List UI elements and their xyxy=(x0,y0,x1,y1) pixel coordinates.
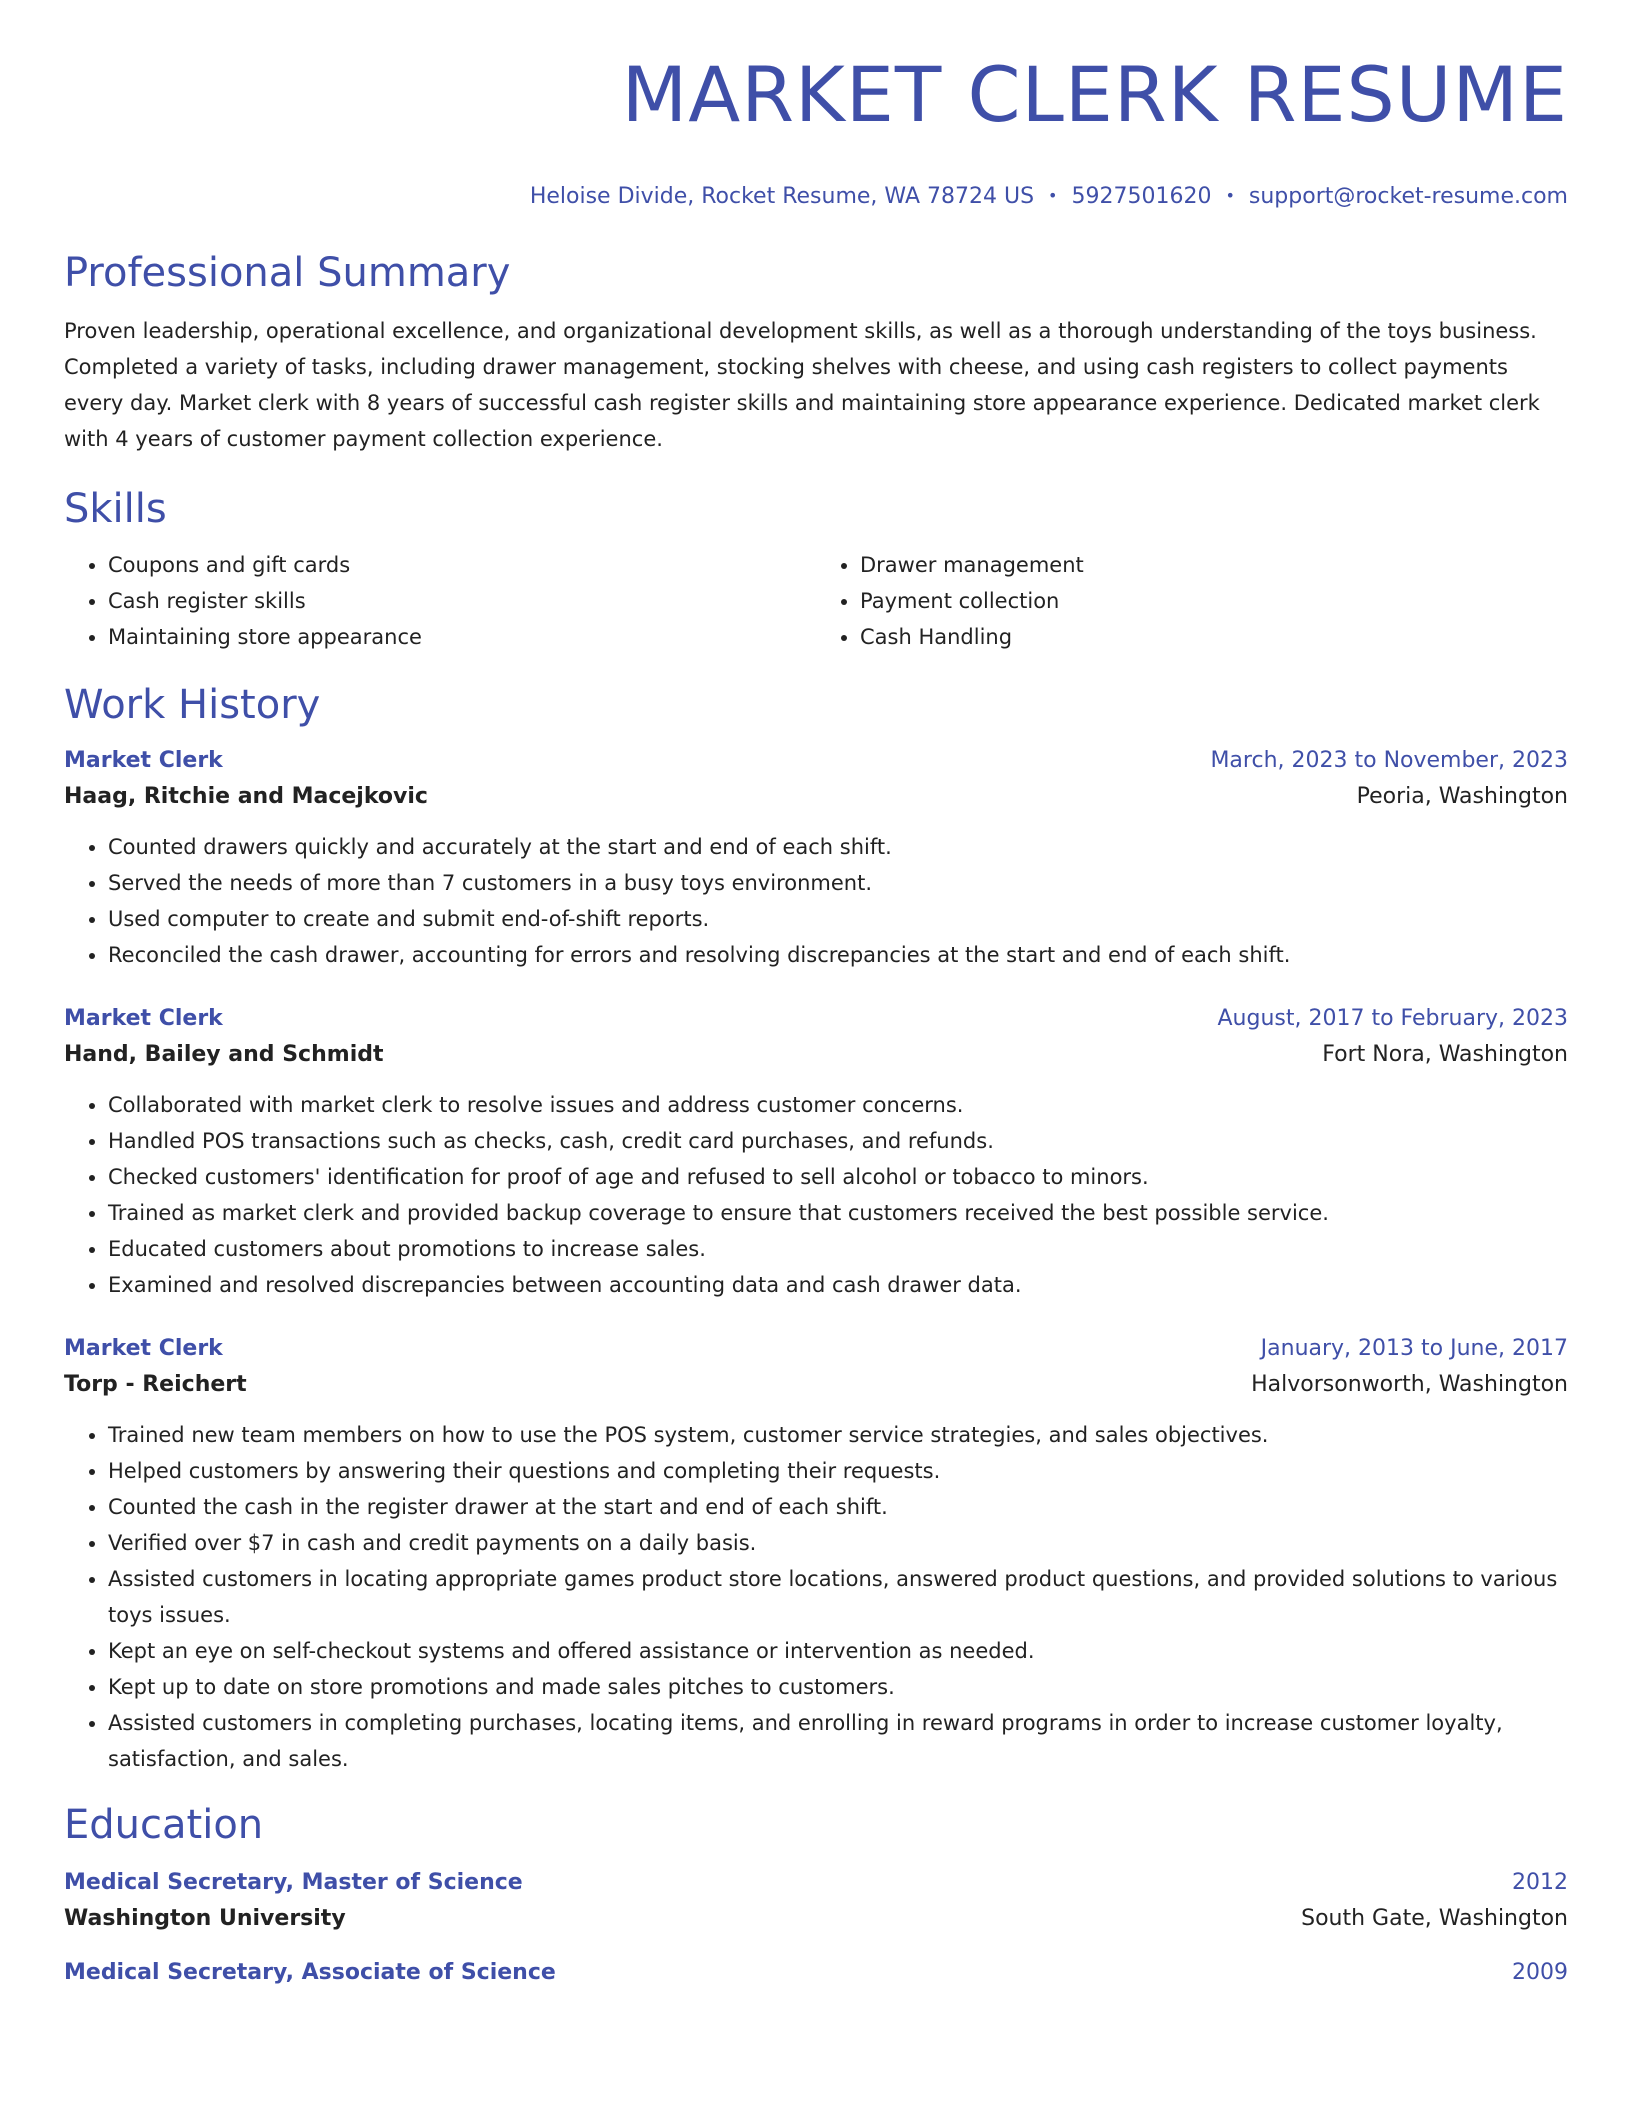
skills-column-right xyxy=(816,547,1568,655)
job-bullet: • Collaborated with market clerk to resolve issues and address customer concerns. xyxy=(108,1087,1568,1123)
contact-phone: 5927501620 xyxy=(1071,184,1212,209)
job-bullet: • Counted the cash in the register drawer at the start and end of each shift. xyxy=(108,1489,1568,1525)
education-year: 2012 xyxy=(1512,1870,1568,1895)
job-bullet: • Handled POS transactions such as checks, cash, credit card purchases, and refunds. xyxy=(108,1123,1568,1159)
education-location: South Gate, Washington xyxy=(1301,1906,1568,1931)
education-entry xyxy=(64,1957,1568,1989)
work-history-heading: Work History xyxy=(64,682,321,728)
job-bullet: • Checked customers' identification for proof of age and refused to sell alcohol or tobacco to minors. xyxy=(108,1159,1568,1195)
job-role: Market Clerk xyxy=(64,748,223,773)
education-entry xyxy=(64,1867,1568,1935)
skills-column-left xyxy=(64,547,816,655)
job-bullet: • Assisted customers in completing purchases, locating items, and enrolling in reward programs in order to increase customer loyalty, satisfaction, and sales. xyxy=(108,1705,1568,1777)
job-dates: March, 2023 to November, 2023 xyxy=(1210,748,1568,773)
skills-heading: Skills xyxy=(64,486,167,532)
job-bullet: • Counted drawers quickly and accurately at the start and end of each shift. xyxy=(108,829,1568,865)
job-location: Halvorsonworth, Washington xyxy=(1251,1372,1568,1397)
job-location: Peoria, Washington xyxy=(1356,784,1568,809)
education-year: 2009 xyxy=(1512,1960,1568,1985)
contact-line xyxy=(64,182,1568,211)
job-dates: January, 2013 to June, 2017 xyxy=(1260,1336,1568,1361)
skill-item: • Coupons and gift cards xyxy=(108,547,816,583)
job-bullet: • Kept up to date on store promotions and made sales pitches to customers. xyxy=(108,1669,1568,1705)
job-company: Hand, Bailey and Schmidt xyxy=(64,1042,384,1067)
job-bullet: • Verified over $7 in cash and credit payments on a daily basis. xyxy=(108,1525,1568,1561)
job-bullets xyxy=(64,1087,1568,1303)
job-bullets xyxy=(64,829,1568,973)
job-entry xyxy=(64,1333,1568,1777)
education-school: Washington University xyxy=(64,1906,346,1931)
job-bullet: • Trained as market clerk and provided backup coverage to ensure that customers received the best possible service. xyxy=(108,1195,1568,1231)
contact-email: support@rocket-resume.com xyxy=(1248,184,1568,209)
contact-separator: • xyxy=(1048,186,1058,205)
job-bullet: • Reconciled the cash drawer, accounting for errors and resolving discrepancies at the start and end of each shift. xyxy=(108,937,1568,973)
education-heading: Education xyxy=(64,1802,264,1848)
job-bullet: • Examined and resolved discrepancies between accounting data and cash drawer data. xyxy=(108,1267,1568,1303)
job-company: Torp - Reichert xyxy=(64,1372,247,1397)
skills-list xyxy=(64,547,1568,655)
job-bullet: • Used computer to create and submit end-of-shift reports. xyxy=(108,901,1568,937)
skill-item: • Payment collection xyxy=(860,583,1568,619)
skill-item: • Maintaining store appearance xyxy=(108,619,816,655)
job-bullet: • Helped customers by answering their questions and completing their requests. xyxy=(108,1453,1568,1489)
skill-item: • Cash Handling xyxy=(860,619,1568,655)
job-bullet: • Served the needs of more than 7 customers in a busy toys environment. xyxy=(108,865,1568,901)
job-location: Fort Nora, Washington xyxy=(1322,1042,1568,1067)
education-degree: Medical Secretary, Master of Science xyxy=(64,1870,523,1895)
job-bullet: • Trained new team members on how to use the POS system, customer service strategies, and sales objectives. xyxy=(108,1417,1568,1453)
resume-title: MARKET CLERK RESUME xyxy=(621,50,1568,139)
contact-separator: • xyxy=(1225,186,1235,205)
summary-text: Proven leadership, operational excellence, and organizational development skills, as well as a thorough understanding of the toys business. Completed a variety of tasks, including drawer management, stocking shelves with cheese, and using cash registers to collect payments every day. Market clerk with 8 years of successful cash register skills and maintaining store appearance experience. Dedicated market clerk with 4 years of customer payment collection experience. xyxy=(64,319,1540,451)
job-role: Market Clerk xyxy=(64,1006,223,1031)
skill-item: • Cash register skills xyxy=(108,583,816,619)
job-bullets xyxy=(64,1417,1568,1777)
job-entry xyxy=(64,745,1568,973)
job-bullet: • Educated customers about promotions to increase sales. xyxy=(108,1231,1568,1267)
skill-item: • Drawer management xyxy=(860,547,1568,583)
job-bullet: • Kept an eye on self-checkout systems and offered assistance or intervention as needed. xyxy=(108,1633,1568,1669)
education-degree: Medical Secretary, Associate of Science xyxy=(64,1960,556,1985)
job-entry xyxy=(64,1003,1568,1303)
job-dates: August, 2017 to February, 2023 xyxy=(1217,1006,1568,1031)
job-company: Haag, Ritchie and Macejkovic xyxy=(64,784,428,809)
summary-heading: Professional Summary xyxy=(64,250,511,296)
job-role: Market Clerk xyxy=(64,1336,223,1361)
contact-address: Heloise Divide, Rocket Resume, WA 78724 US xyxy=(529,184,1035,209)
job-bullet: • Assisted customers in locating appropriate games product store locations, answered product questions, and provided solutions to various toys issues. xyxy=(108,1561,1568,1633)
